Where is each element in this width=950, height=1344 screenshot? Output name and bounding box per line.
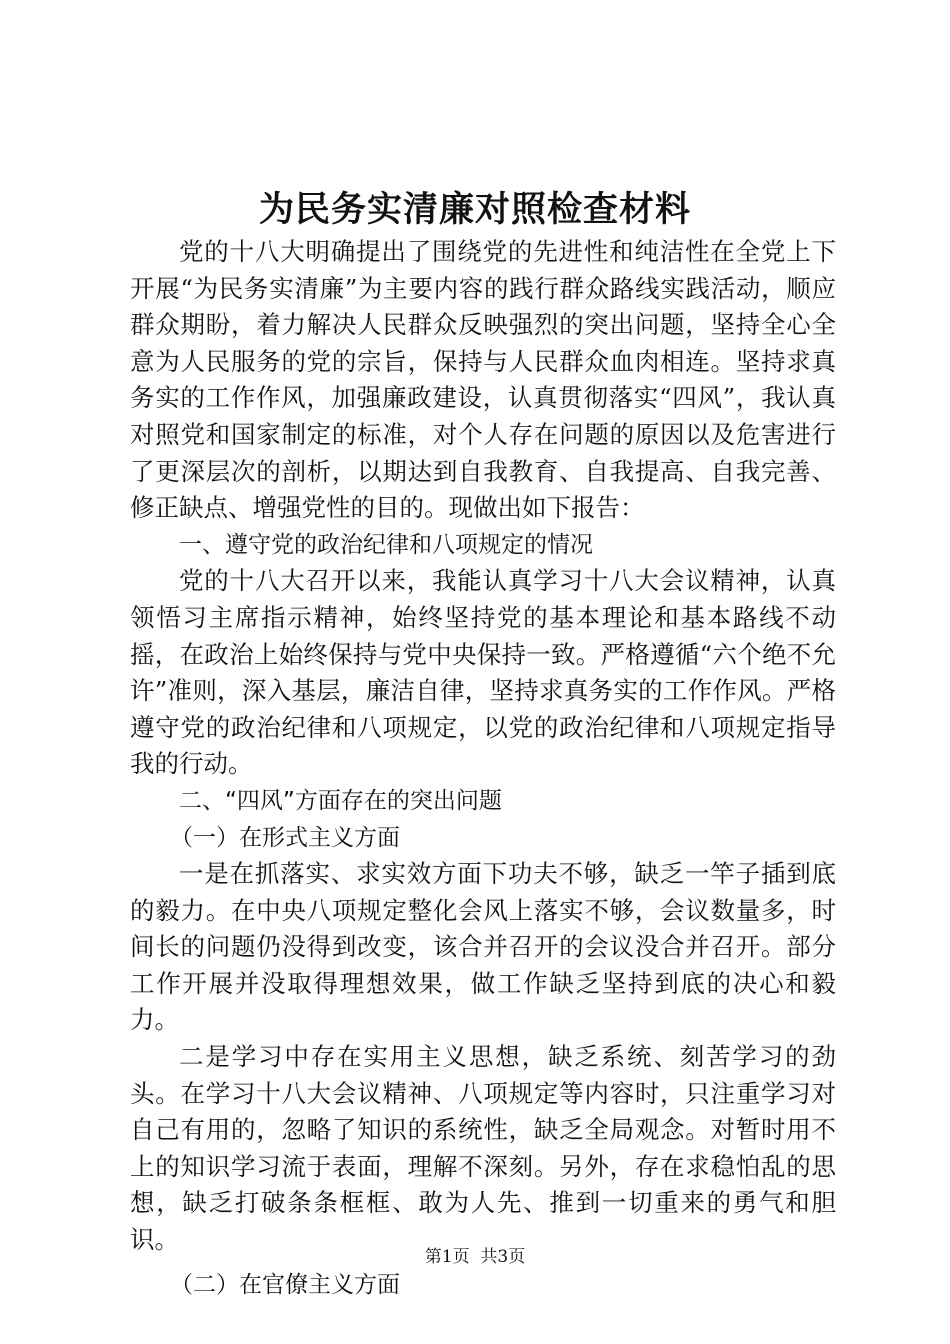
subsection-1-paragraph-2: 二是学习中存在实用主义思想，缺乏系统、刻苦学习的劲头。在学习十八大会议精神、八项规定等内容时，只注重学习对自己有用的，忽略了知识的系统性，缺乏全局观念。对暂时用不上的知识学习流于表面，理解不深刻。另外，存在求稳怕乱的思想，缺乏打破条条框框、敢为人先、推到一切重来的勇气和胆识。: [130, 1042, 836, 1255]
section-1-heading: 一、遵守党的政治纪律和八项规定的情况: [179, 531, 593, 558]
document-title: 为民务实清廉对照检查材料: [258, 190, 691, 230]
document-body: [130, 234, 836, 1303]
section-1-paragraph: 党的十八大召开以来，我能认真学习十八大会议精神，认真领悟习主席指示精神，始终坚持党的基本理论和基本路线不动摇，在政治上始终保持与党中央保持一致。严格遵循“六个绝不允许”准则，深入基层，廉洁自律，坚持求真务实的工作作风。严格遵守党的政治纪律和八项规定，以党的政治纪律和八项规定指导我的行动。: [130, 566, 836, 779]
section-2-heading: 二、“四风”方面存在的突出问题: [179, 787, 502, 814]
subsection-1-paragraph-1: 一是在抓落实、求实效方面下功夫不够，缺乏一竿子插到底的毅力。在中央八项规定整化会风上落实不够，会议数量多，时间长的问题仍没得到改变，该合并召开的会议没合并召开。部分工作开展并没取得理想效果，做工作缺乏坚持到底的决心和毅力。: [130, 859, 836, 1035]
intro-paragraph: 党的十八大明确提出了围绕党的先进性和纯洁性在全党上下开展“为民务实清廉”为主要内容的践行群众路线实践活动，顺应群众期盼，着力解决人民群众反映强烈的突出问题，坚持全心全意为人民服务的党的宗旨，保持与人民群众血肉相连。坚持求真务实的工作作风，加强廉政建设，认真贯彻落实“四风”，我认真对照党和国家制定的标准，对个人存在问题的原因以及危害进行了更深层次的剖析，以期达到自我教育、自我提高、自我完善、修正缺点、增强党性的目的。现做出如下报告：: [130, 237, 836, 523]
page-number-label: 第1页 共3页: [424, 1247, 526, 1267]
subsection-1-heading: （一）在形式主义方面: [170, 824, 400, 851]
page-footer: [0, 1245, 950, 1269]
subsection-2-heading: （二）在官僚主义方面: [170, 1271, 400, 1298]
